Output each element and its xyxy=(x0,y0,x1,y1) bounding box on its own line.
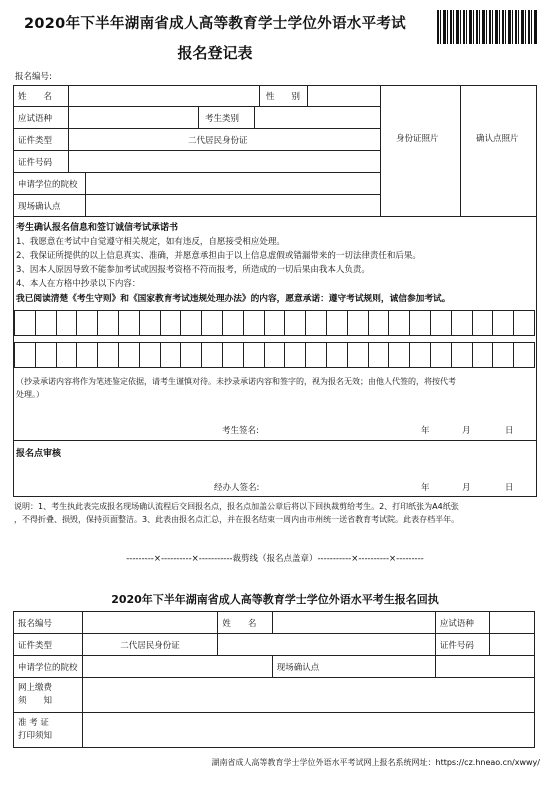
copy-grid-cell[interactable] xyxy=(492,310,514,336)
promise-item-4: 4、本人在方格中抄录以下内容： xyxy=(16,279,141,289)
receipt-admit-label-2: 打印须知 xyxy=(18,731,53,741)
receipt-admit-label-1: 准 考 证 xyxy=(18,718,49,728)
sign-year: 年 xyxy=(421,426,430,436)
exam-category-label: 考生类别 xyxy=(205,114,240,124)
receipt-id-no-cell xyxy=(218,634,435,656)
receipt-pay-label-2: 须 知 xyxy=(18,696,53,706)
receipt-lang-field[interactable] xyxy=(490,612,535,634)
receipt-school-field[interactable] xyxy=(82,656,272,678)
copy-grid-row-2[interactable] xyxy=(14,342,534,368)
copy-grid-cell[interactable] xyxy=(222,310,244,336)
name-field[interactable] xyxy=(69,86,258,106)
instructions-line-1: 说明：1、考生执此表完成报名现场确认流程后交回报名点，报名点加盖公章后将以下回执裁剪给考生。2、打印纸张为A4纸张 xyxy=(14,502,459,511)
review-month: 月 xyxy=(462,483,471,493)
review-year: 年 xyxy=(421,483,430,493)
promise-heading: 考生确认报名信息和签订诚信考试承诺书 xyxy=(16,223,179,233)
gender-label: 性 别 xyxy=(266,92,301,102)
copy-grid-cell[interactable] xyxy=(243,342,265,368)
receipt-title: 2020年下半年湖南省成人高等教育学士学位外语水平考生报名回执 xyxy=(111,593,439,606)
copy-grid-cell[interactable] xyxy=(368,310,390,336)
copy-note-2: 处理。） xyxy=(16,390,44,399)
promise-item-2: 2、我保证所提供的以上信息真实、准确，并愿意承担由于以上信息虚假或错漏带来的一切法律责任和后果。 xyxy=(16,251,421,261)
copy-grid-cell[interactable] xyxy=(97,310,119,336)
receipt-pay-notice-field xyxy=(82,678,534,713)
copy-grid-cell[interactable] xyxy=(201,310,223,336)
copy-grid-cell[interactable] xyxy=(118,310,140,336)
candidate-sign-field[interactable] xyxy=(268,420,408,436)
copy-grid-cell[interactable] xyxy=(264,310,286,336)
receipt-row-5 xyxy=(14,713,535,748)
site-photo-label: 确认点照片 xyxy=(476,134,519,144)
receipt-admit-notice-label xyxy=(14,713,83,748)
cut-line: ---------×----------×-----------裁剪线（报名点盖章）-----------×----------×--------- xyxy=(126,554,424,564)
copy-grid-cell[interactable] xyxy=(326,342,348,368)
copy-grid-cell[interactable] xyxy=(347,342,369,368)
copy-grid-cell[interactable] xyxy=(35,310,57,336)
copy-grid-cell[interactable] xyxy=(264,342,286,368)
copy-grid-cell[interactable] xyxy=(284,310,306,336)
receipt-row-4 xyxy=(14,678,535,713)
receipt-id-no-label: 证件号码 xyxy=(435,634,489,656)
receipt-name-label: 姓 名 xyxy=(218,612,272,634)
copy-note-1: （抄录承诺内容将作为笔迹鉴定依据，请考生谨慎对待。未抄录承诺内容和签字的，视为报名无效；由他人代签的，将按代考 xyxy=(16,377,456,386)
copy-grid-cell[interactable] xyxy=(76,342,98,368)
school-label: 申请学位的院校 xyxy=(18,180,78,190)
receipt-table xyxy=(13,611,535,748)
receipt-row-2 xyxy=(14,634,535,656)
form-title: 2020年下半年湖南省成人高等教育学士学位外语水平考试 xyxy=(24,16,406,32)
id-type-label: 证件类型 xyxy=(18,136,53,146)
review-day: 日 xyxy=(505,483,514,493)
copy-grid-cell[interactable] xyxy=(305,342,327,368)
copy-grid-cell[interactable] xyxy=(180,310,202,336)
candidate-sign-label: 考生签名: xyxy=(222,426,259,436)
copy-grid-cell[interactable] xyxy=(35,342,57,368)
receipt-id-no-field[interactable] xyxy=(490,634,535,656)
receipt-onsite-label: 现场确认点 xyxy=(272,656,435,678)
id-photo-label: 身份证照片 xyxy=(396,134,439,144)
receipt-school-label: 申请学位的院校 xyxy=(14,656,83,678)
id-type-value: 二代居民身份证 xyxy=(188,136,248,146)
id-no-label: 证件号码 xyxy=(18,158,53,168)
copy-grid-cell[interactable] xyxy=(160,310,182,336)
receipt-name-field[interactable] xyxy=(272,612,435,634)
receipt-pay-label-1: 网上缴费 xyxy=(18,683,53,693)
receipt-reg-no-field[interactable] xyxy=(82,612,218,634)
promise-item-1: 1、我愿意在考试中自觉遵守相关规定，如有违反，自愿接受相应处理。 xyxy=(16,237,285,247)
copy-grid-cell[interactable] xyxy=(430,310,452,336)
copy-grid-cell[interactable] xyxy=(201,342,223,368)
copy-grid-cell[interactable] xyxy=(347,310,369,336)
copy-grid-cell[interactable] xyxy=(14,342,36,368)
copy-grid-cell[interactable] xyxy=(513,342,535,368)
copy-grid-cell[interactable] xyxy=(222,342,244,368)
copy-grid-cell[interactable] xyxy=(180,342,202,368)
copy-grid-cell[interactable] xyxy=(243,310,265,336)
receipt-row-3 xyxy=(14,656,535,678)
copy-grid-cell[interactable] xyxy=(388,342,410,368)
copy-grid-cell[interactable] xyxy=(139,342,161,368)
copy-grid-cell[interactable] xyxy=(451,342,473,368)
copy-grid-cell[interactable] xyxy=(451,310,473,336)
copy-grid-cell[interactable] xyxy=(492,342,514,368)
sign-day: 日 xyxy=(505,426,514,436)
operator-sign-label: 经办人签名: xyxy=(214,483,260,493)
form-subtitle: 报名登记表 xyxy=(177,44,253,62)
copy-grid-cell[interactable] xyxy=(472,342,494,368)
copy-grid-cell[interactable] xyxy=(388,310,410,336)
name-label: 姓 名 xyxy=(18,92,53,102)
promise-statement: 我已阅读清楚《考生守则》和《国家教育考试违规处理办法》的内容，愿意承诺：遵守考试规则，诚信参加考试。 xyxy=(16,294,451,304)
copy-grid-cell[interactable] xyxy=(326,310,348,336)
copy-grid-cell[interactable] xyxy=(368,342,390,368)
receipt-pay-notice-label xyxy=(14,678,83,713)
copy-grid-cell[interactable] xyxy=(160,342,182,368)
barcode-icon xyxy=(437,10,537,44)
onsite-label: 现场确认点 xyxy=(18,202,61,212)
copy-grid-cell[interactable] xyxy=(76,310,98,336)
copy-grid-cell[interactable] xyxy=(139,310,161,336)
copy-grid-cell[interactable] xyxy=(284,342,306,368)
receipt-id-type-label: 证件类型 xyxy=(14,634,83,656)
copy-grid-cell[interactable] xyxy=(305,310,327,336)
instructions-line-2: ，不得折叠、损毁，保持页面整洁。3、此表由报名点汇总，并在报名结束一周内由市州统一送省教育考试院。此表存档半年。 xyxy=(14,515,460,524)
copy-grid-cell[interactable] xyxy=(513,310,535,336)
footer-url: 湖南省成人高等教育学士学位外语水平考试网上报名系统网址：https://cz.hneao.cn/xwwy/ xyxy=(211,758,540,767)
promise-item-3: 3、因本人原因导致不能参加考试或因报考资格不符而报考，所造成的一切后果由我本人负责。 xyxy=(16,265,370,275)
receipt-reg-no-label: 报名编号 xyxy=(14,612,83,634)
copy-grid-cell[interactable] xyxy=(56,310,78,336)
copy-grid-cell[interactable] xyxy=(97,342,119,368)
lang-label: 应试语种 xyxy=(18,114,53,124)
sign-month: 月 xyxy=(462,426,471,436)
receipt-onsite-field[interactable] xyxy=(435,656,534,678)
reg-no-label: 报名编号: xyxy=(15,72,52,82)
copy-grid-cell[interactable] xyxy=(56,342,78,368)
operator-sign-field[interactable] xyxy=(270,477,410,493)
copy-grid-cell[interactable] xyxy=(118,342,140,368)
review-heading: 报名点审核 xyxy=(16,449,62,459)
copy-grid-cell[interactable] xyxy=(430,342,452,368)
receipt-id-type-value: 二代居民身份证 xyxy=(82,634,218,656)
receipt-lang-label: 应试语种 xyxy=(435,612,489,634)
copy-grid-cell[interactable] xyxy=(472,310,494,336)
copy-grid-row-1[interactable] xyxy=(14,310,534,336)
copy-grid-cell[interactable] xyxy=(409,310,431,336)
copy-grid-cell[interactable] xyxy=(14,310,36,336)
receipt-row-1 xyxy=(14,612,535,634)
receipt-admit-notice-field xyxy=(82,713,534,748)
copy-grid-cell[interactable] xyxy=(409,342,431,368)
